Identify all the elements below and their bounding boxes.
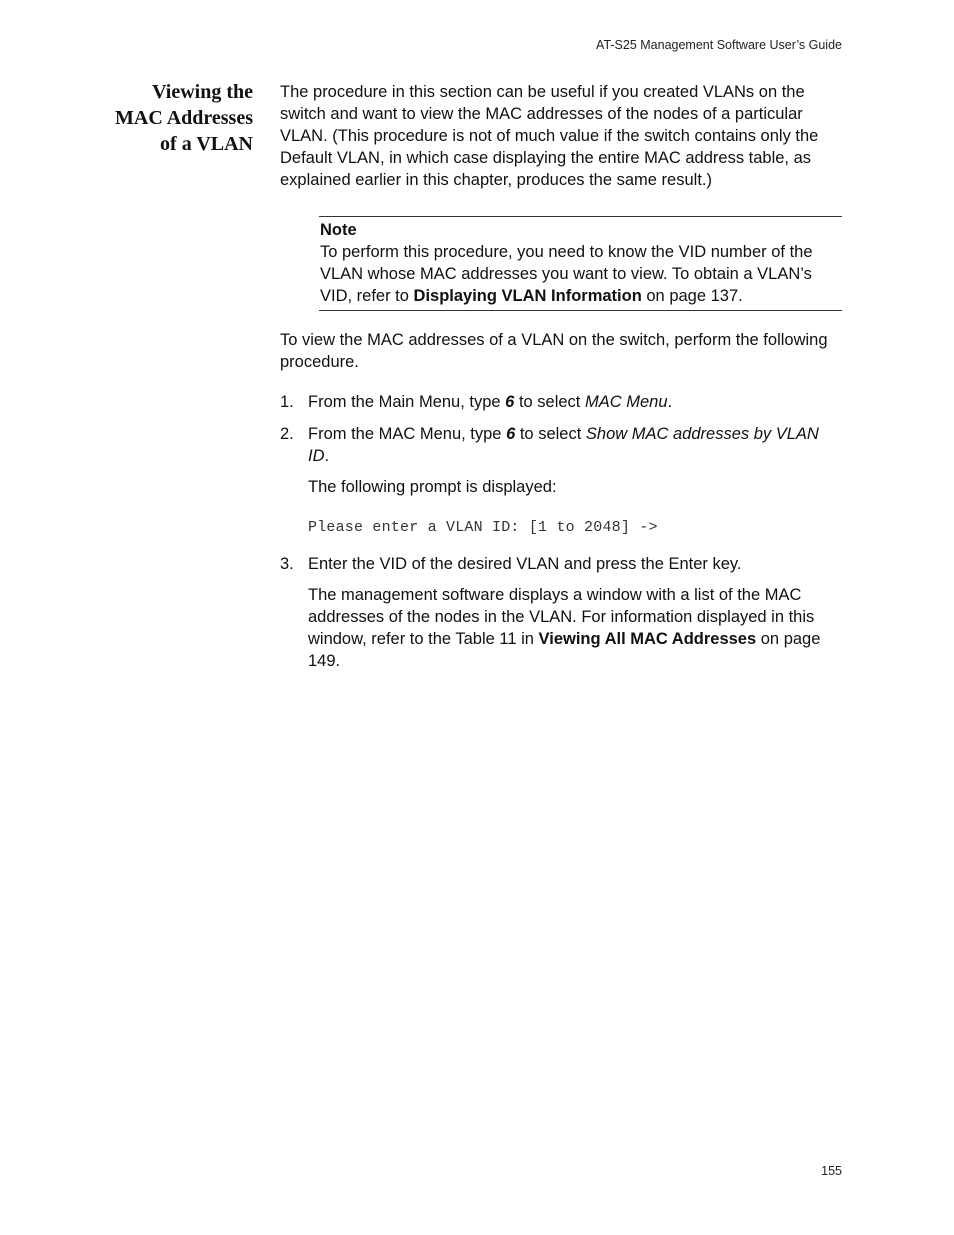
running-header: AT-S25 Management Software User’s Guide (596, 38, 842, 52)
menu-target: Show MAC addresses by VLAN ID (308, 425, 819, 465)
step-number: 1. (280, 393, 294, 411)
section-heading (60, 79, 253, 157)
step-3 (280, 553, 842, 672)
note-reference-link[interactable]: Displaying VLAN Information (413, 287, 642, 305)
step-followup: The following prompt is displayed: (308, 478, 557, 496)
step-text: . (667, 393, 673, 411)
key-value: 6 (506, 425, 516, 443)
followup-text-end: on page 149. (308, 630, 821, 670)
procedure-steps (280, 391, 842, 672)
note-text-end: on page 137. (641, 287, 743, 305)
step-1 (280, 391, 842, 413)
section-heading-line: of a VLAN (160, 133, 253, 155)
section-heading-line: MAC Addresses (115, 107, 253, 129)
step-text: From the Main Menu, type (308, 393, 506, 411)
step-number: 3. (280, 555, 294, 573)
cross-reference-link[interactable]: Viewing All MAC Addresses (538, 630, 757, 648)
step-number: 2. (280, 425, 294, 443)
step-followup (308, 584, 842, 672)
step-text: to select (514, 393, 585, 411)
followup-text: The management software displays a window with a list of the MAC addresses of the nodes in the VLAN. For information displayed in this window, refer to the Table 11 in (308, 586, 815, 648)
step-2 (280, 423, 842, 539)
intro-paragraph: The procedure in this section can be useful if you created VLANs on the switch and want to view the MAC addresses of the nodes of a particular VLAN. (This procedure is not of much value if the switch contains only the Default VLAN, in which case displaying the entire MAC address table, as explained earlier in this chapter, produces the same result.) (280, 83, 819, 189)
section-heading-line: Viewing the (152, 81, 253, 103)
note-body (320, 241, 842, 307)
prompt-code: Please enter a VLAN ID: [1 to 2048] -> (308, 519, 658, 536)
note-box (319, 216, 842, 311)
note-text: To perform this procedure, you need to know the VID number of the VLAN whose MAC addresses you want to view. To obtain a VLAN’s VID, refer to (320, 243, 813, 305)
note-title: Note (320, 221, 357, 239)
key-value: 6 (505, 393, 515, 411)
step-text: From the MAC Menu, type (308, 425, 507, 443)
procedure-lead: To view the MAC addresses of a VLAN on the switch, perform the following procedure. (280, 331, 828, 371)
menu-target: MAC Menu (584, 393, 668, 411)
step-text: to select (515, 425, 586, 443)
step-text: . (324, 447, 330, 465)
page-number: 155 (821, 1164, 842, 1178)
step-text: Enter the VID of the desired VLAN and press the Enter key. (308, 555, 742, 573)
